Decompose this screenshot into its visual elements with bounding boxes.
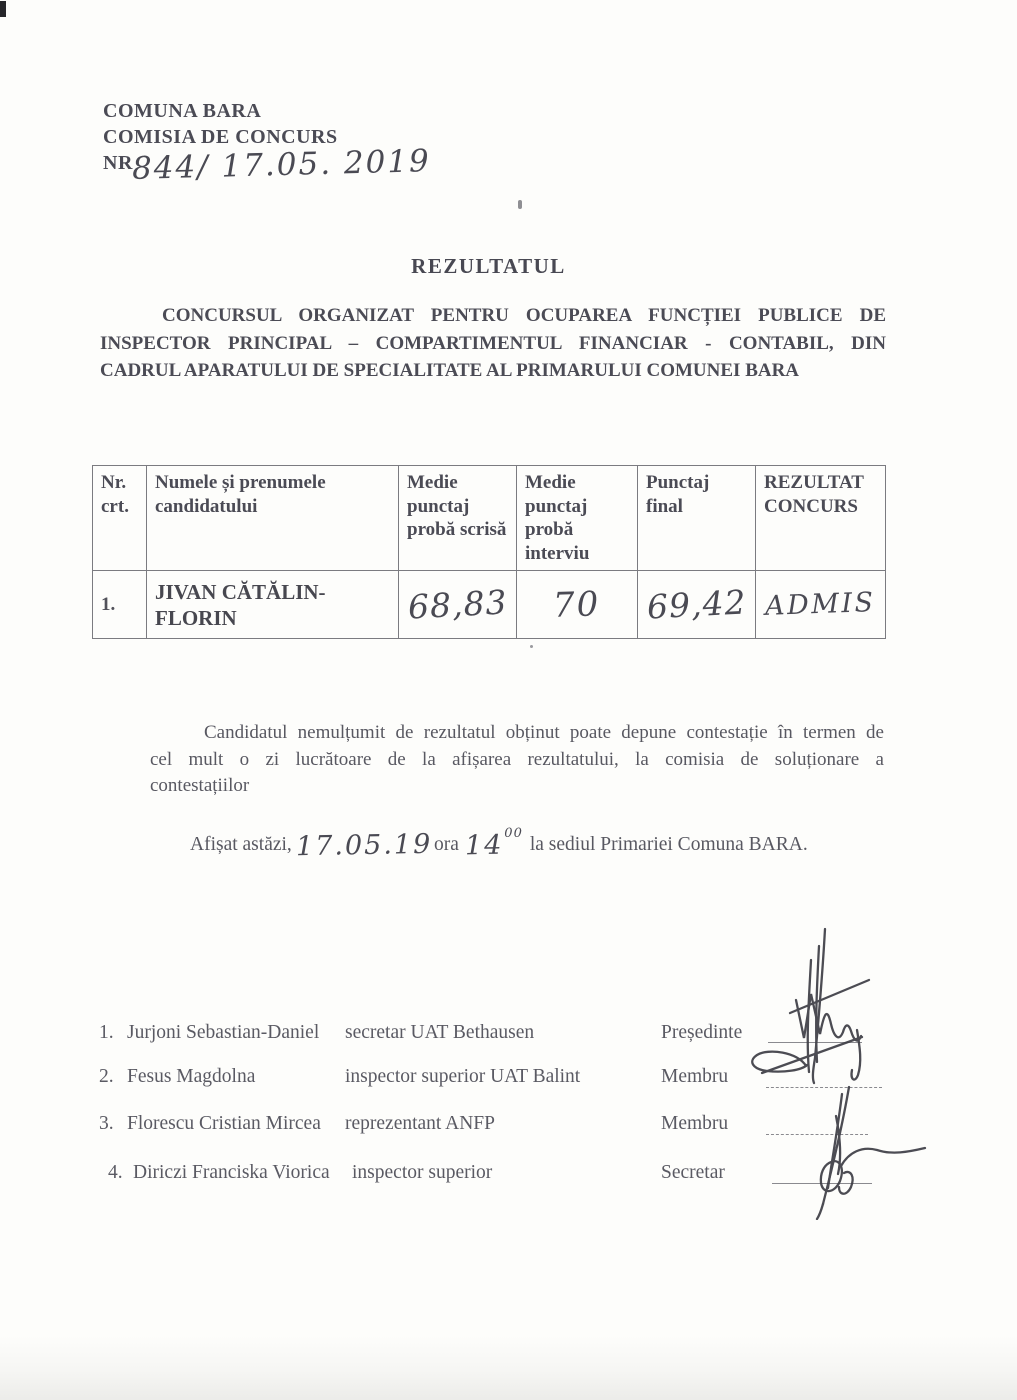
committee-member-role: Președinte	[661, 1022, 743, 1043]
committee-member-function: reprezentant ANFP	[345, 1113, 496, 1134]
scan-artifact-speck	[518, 200, 522, 209]
committee-member-role: Secretar	[661, 1162, 725, 1183]
posted-time-superscript: 00	[504, 826, 523, 841]
final-score-handwritten: 69,42	[645, 582, 748, 627]
posted-prefix: Afișat astăzi,	[190, 834, 292, 855]
intro-line-1: CONCURSUL ORGANIZAT PENTRU OCUPAREA FUNCȚIEI PUBLICE DE	[162, 305, 886, 326]
scan-artifact-dot	[530, 645, 533, 648]
table-row	[93, 571, 886, 639]
results-table	[92, 465, 886, 639]
contest-line-1: Candidatul nemulțumit de rezultatul obținut poate depune contestație în termen de	[204, 722, 884, 743]
scan-artifact-bottom-edge	[0, 1336, 1017, 1400]
committee-title: COMISIA DE CONCURS	[103, 126, 338, 148]
col-header-name: Numele și prenumele candidatului	[147, 466, 399, 571]
posted-date-line	[190, 826, 810, 863]
contest-line-2: cel mult o zi lucrătoare de la afișarea rezultatului, la comisia de soluționare a	[150, 748, 884, 770]
cell-row-number: 1.	[93, 571, 147, 639]
intro-paragraph	[100, 302, 886, 385]
committee-number: 1.	[99, 1022, 114, 1043]
posted-ora-label: ora	[434, 834, 459, 855]
org-name: COMUNA BARA	[103, 100, 262, 122]
col-header-final: Punctaj final	[638, 466, 756, 571]
committee-member-role: Membru	[661, 1113, 729, 1134]
cell-final-score	[638, 571, 756, 639]
document-title: REZULTATUL	[411, 254, 566, 278]
committee-member-function: inspector superior UAT Balint	[345, 1066, 581, 1087]
registration-number-handwritten: 844/ 17.05. 2019	[131, 143, 432, 187]
intro-line-3: CADRUL APARATULUI DE SPECIALITATE AL PRIMARULUI COMUNEI BARA	[100, 360, 800, 381]
table-header-row	[93, 466, 886, 571]
handwritten-signatures	[740, 920, 950, 1220]
nr-label: NR	[103, 152, 133, 174]
written-score-handwritten: 68,83	[406, 582, 509, 627]
committee-member-function: secretar UAT Bethausen	[345, 1022, 535, 1043]
col-header-interview: Medie punctaj probă interviu	[517, 466, 638, 571]
committee-number: 2.	[99, 1066, 114, 1087]
committee-number: 4.	[108, 1162, 123, 1183]
document-header	[103, 98, 432, 187]
intro-line-2: INSPECTOR PRINCIPAL – COMPARTIMENTUL FINANCIAR - CONTABIL, DIN	[100, 332, 886, 354]
contest-line-3: contestațiilor	[150, 775, 250, 796]
scan-artifact-corner	[0, 1, 6, 17]
cell-result	[756, 571, 886, 639]
committee-number: 3.	[99, 1113, 114, 1134]
col-header-written: Medie punctaj probă scrisă	[399, 466, 517, 571]
col-header-result: REZULTAT CONCURS	[756, 466, 886, 571]
registration-line	[103, 143, 432, 187]
committee-member-role: Membru	[661, 1066, 729, 1087]
result-handwritten: ADMIS	[764, 587, 877, 622]
committee-member-name: Diriczi Franciska Viorica	[133, 1162, 330, 1183]
interview-score-handwritten: 70	[552, 583, 602, 626]
col-header-nr: Nr. crt.	[93, 466, 147, 571]
posted-time-handwritten: 14	[464, 829, 504, 862]
cell-written-score	[399, 571, 517, 639]
posted-suffix: la sediul Primariei Comuna BARA.	[529, 834, 808, 855]
committee-member-name: Florescu Cristian Mircea	[127, 1113, 321, 1134]
contestation-paragraph	[150, 720, 884, 800]
cell-interview-score	[517, 571, 638, 639]
committee-member-name: Jurjoni Sebastian-Daniel	[127, 1022, 320, 1043]
committee-member-function: inspector superior	[352, 1162, 493, 1183]
posted-date-handwritten: 17.05.19	[295, 828, 433, 863]
committee-member-name: Fesus Magdolna	[127, 1066, 256, 1087]
cell-candidate-name: JIVAN CĂTĂLIN-FLORIN	[147, 571, 399, 639]
